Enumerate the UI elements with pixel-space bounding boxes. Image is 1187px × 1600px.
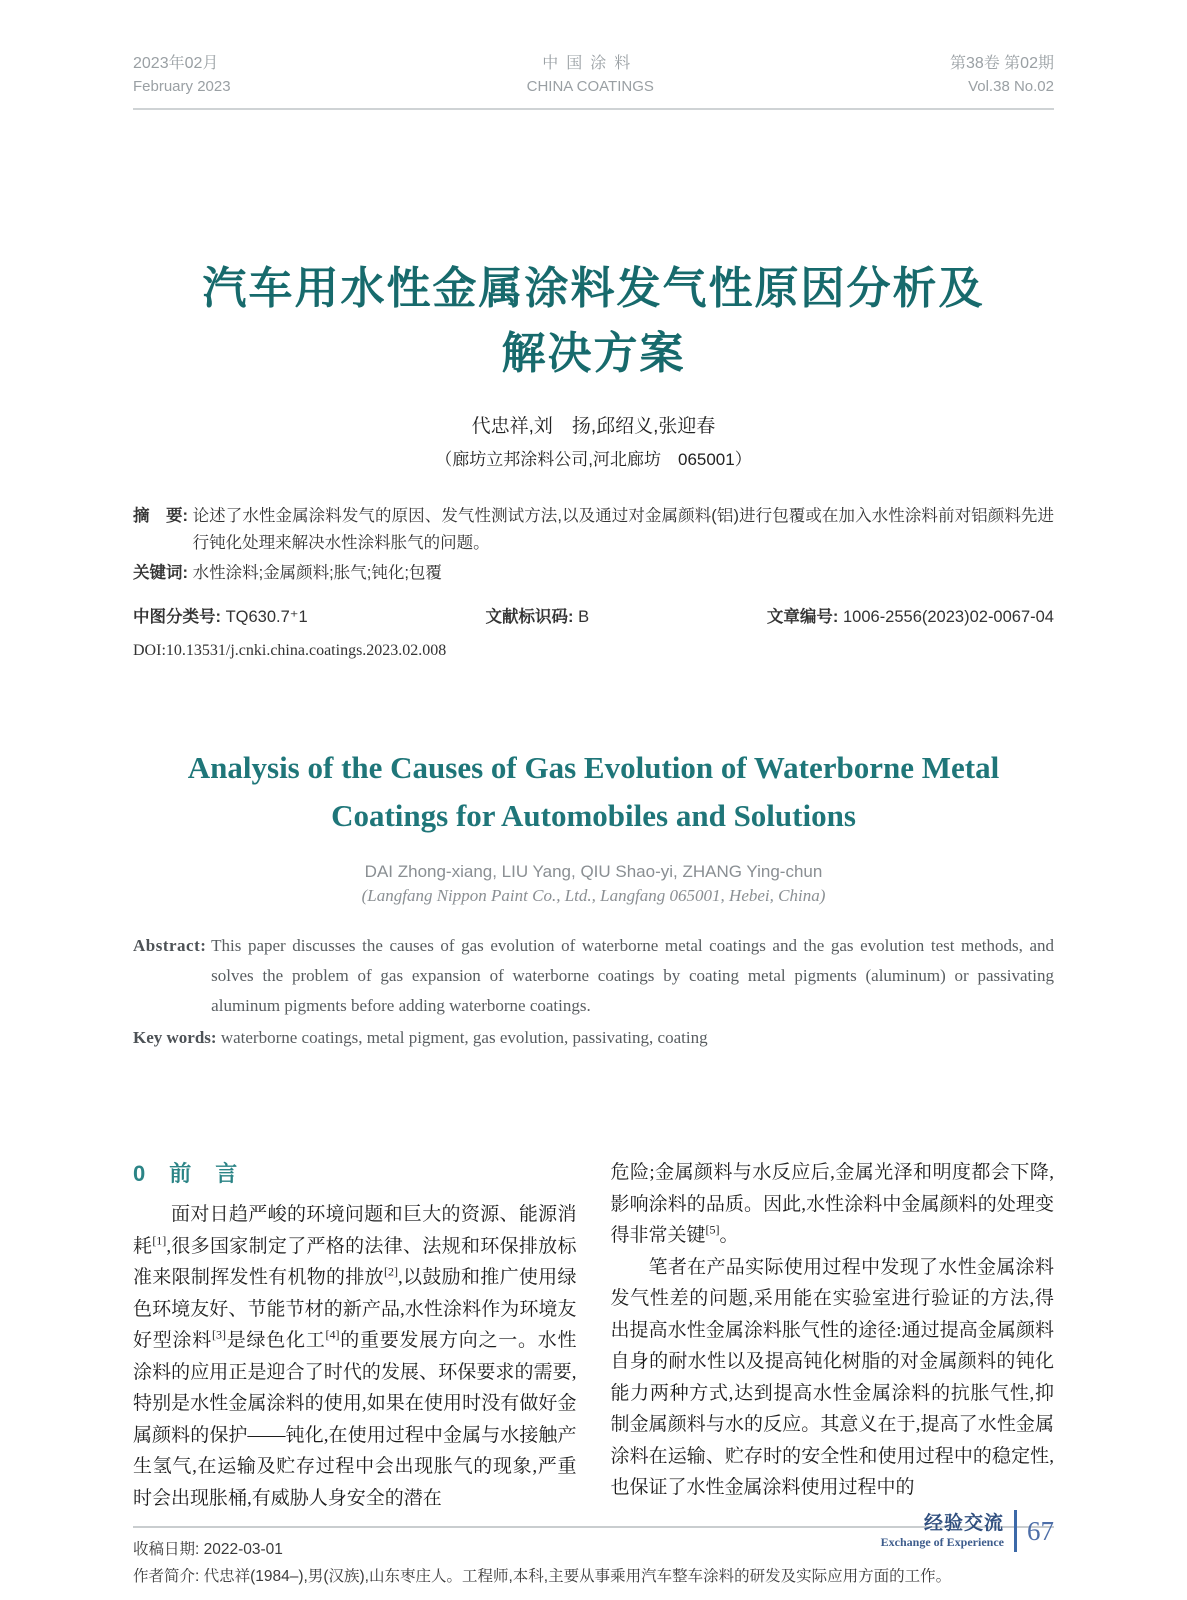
header-volume xyxy=(950,52,1054,98)
intro-paragraph-right-1: 危险;金属颜料与水反应后,金属光泽和明度都会下降,影响涂料的品质。因此,水性涂料中金属颜料的处理变得非常关键[5]。 xyxy=(610,1162,1054,1246)
keywords-zh xyxy=(133,560,1054,587)
author-bio-label: 作者简介: xyxy=(133,1568,204,1585)
keywords-zh-label: 关键词: xyxy=(133,564,193,582)
header-date xyxy=(133,52,231,98)
clc-label: 中图分类号: xyxy=(133,608,226,626)
header-volume-zh: 第38卷 第02期 xyxy=(949,55,1054,72)
title-en-line1: Analysis of the Causes of Gas Evolution of Waterborne Metal xyxy=(187,750,1000,785)
title-zh-line2: 解决方案 xyxy=(501,329,686,378)
abstract-zh xyxy=(133,503,1054,557)
body-column-right xyxy=(611,1157,1055,1514)
keywords-en-label: Key words: xyxy=(133,1028,221,1047)
clc-value: TQ630.7⁺1 xyxy=(225,608,308,626)
intro-paragraph-right-2: 笔者在产品实际使用过程中发现了水性金属涂料发气性差的问题,采用能在实验室进行验证的方法,得出提高水性金属涂料胀气性的途径:通过提高金属颜料自身的耐水性以及提高钝化树脂的对金属颜料的钝化能力两种方式,达到提高水性金属涂料的抗胀气性,抑制金属颜料与水的反应。其意义在于,提高了水性金属涂料在运输、贮存时的安全性和使用过程中的稳定性,也保证了水性金属涂料使用过程中的 xyxy=(610,1256,1054,1498)
section-heading: 0 前 言 xyxy=(133,1161,239,1186)
document-code xyxy=(485,603,589,627)
header-date-zh: 2023年02月 xyxy=(133,55,219,72)
article-id-value: 1006-2556(2023)02-0067-04 xyxy=(842,608,1054,626)
intro-paragraph-left: 面对日趋严峻的环境问题和巨大的资源、能源消耗[1],很多国家制定了严格的法律、法规和环保排放标准来限制挥发性有机物的排放[2],以鼓励和推广使用绿色环境友好、节能节材的新产品,水性涂料作为环境友好型涂料[3]是绿色化工[4]的重要发展方向之一。水性涂料的应用正是迎合了时代的发展、环保要求的需要,特别是水性金属涂料的使用,如果在使用时没有做好金属颜料的保护——钝化,在使用过程中金属与水接触产生氢气,在运输及贮存过程中会出现胀气的现象,严重时会出现胀桶,有威胁人身安全的潜在 xyxy=(133,1204,577,1509)
meta-row xyxy=(133,603,1054,627)
article-id xyxy=(767,603,1054,627)
journal-header xyxy=(133,52,1054,110)
title-zh-line1: 汽车用水性金属涂料发气性原因分析及 xyxy=(202,264,985,313)
column-marker-en: Exchange of Experience xyxy=(880,1534,1004,1549)
abstract-zh-text: 论述了水性金属涂料发气的原因、发气性测试方法,以及通过对金属颜料(铝)进行包覆或在加入水性涂料前对铝颜料先进行钝化处理来解决水性涂料胀气的问题。 xyxy=(192,507,1054,552)
header-journal-name xyxy=(527,52,654,98)
header-volume-en: Vol.38 No.02 xyxy=(968,78,1054,95)
column-marker xyxy=(881,1513,1014,1550)
received-date-value: 2022-03-01 xyxy=(203,1541,283,1558)
body-columns xyxy=(133,1157,1054,1514)
clc-number xyxy=(133,603,308,627)
received-date-label: 收稿日期: xyxy=(133,1541,204,1558)
document-code-value: B xyxy=(578,608,590,626)
article-id-label: 文章编号: xyxy=(766,608,843,626)
authors-zh: 代忠祥,刘 扬,邱绍义,张迎春 xyxy=(471,416,716,437)
affiliation-en: (Langfang Nippon Paint Co., Ltd., Langfang 065001, Hebei, China) xyxy=(361,886,826,905)
abstract-en-text: This paper discusses the causes of gas evolution of waterborne metal coatings and the gas evolution test methods, and solves the problem of gas expansion of waterborne coatings by coating metal pigments (aluminum) or passivating aluminum pigments before adding waterborne coatings. xyxy=(211,936,1054,1015)
keywords-en xyxy=(133,1023,1054,1053)
header-date-en: February 2023 xyxy=(133,78,231,95)
page-footer xyxy=(881,1510,1054,1552)
article-title-zh xyxy=(133,256,1054,386)
abstract-en xyxy=(133,931,1054,1021)
abstract-en-label: Abstract: xyxy=(133,936,212,955)
column-marker-zh: 经验交流 xyxy=(923,1512,1004,1534)
keywords-zh-text: 水性涂料;金属颜料;胀气;钝化;包覆 xyxy=(192,564,442,582)
document-code-label: 文献标识码: xyxy=(485,608,579,626)
affiliation-zh: （廊坊立邦涂料公司,河北廊坊 065001） xyxy=(435,450,752,469)
title-en-line2: Coatings for Automobiles and Solutions xyxy=(331,798,856,833)
author-bio xyxy=(133,1563,1054,1590)
keywords-en-text: waterborne coatings, metal pigment, gas evolution, passivating, coating xyxy=(220,1028,708,1047)
journal-name-zh: 中国涂料 xyxy=(542,55,639,72)
abstract-zh-label: 摘 要: xyxy=(133,507,193,525)
doi: DOI:10.13531/j.cnki.china.coatings.2023.02.008 xyxy=(133,642,447,659)
authors-en: DAI Zhong-xiang, LIU Yang, QIU Shao-yi, ZHANG Ying-chun xyxy=(364,862,823,881)
journal-name-en: CHINA COATINGS xyxy=(526,78,654,95)
article-title-en xyxy=(133,744,1054,840)
author-bio-value: 代忠祥(1984–),男(汉族),山东枣庄人。工程师,本科,主要从事乘用汽车整车涂料的研发及实际应用方面的工作。 xyxy=(203,1568,952,1585)
page-number: 67 xyxy=(1027,1515,1054,1546)
body-column-left xyxy=(133,1157,577,1514)
